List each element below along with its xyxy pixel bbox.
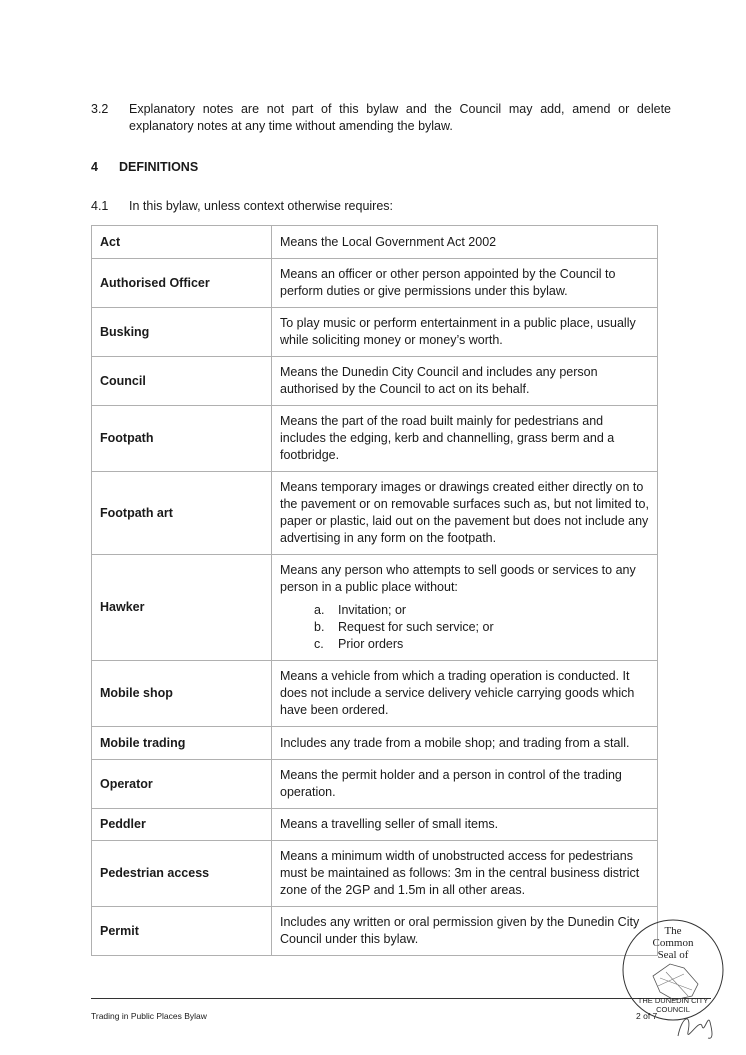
definition-text: Means the part of the road built mainly for pedestrians and includes the edging, kerb and channelling, grass berm and a footbridge. (272, 406, 658, 472)
definition-term: Operator (92, 760, 272, 809)
table-row (92, 661, 658, 727)
definition-text: Means the Local Government Act 2002 (272, 226, 658, 259)
definition-term: Peddler (92, 809, 272, 841)
table-row (92, 406, 658, 472)
definition-list (280, 602, 649, 653)
seal-text-3: Seal of (657, 949, 689, 961)
section-number: 4.1 (91, 199, 109, 213)
list-item (280, 619, 649, 636)
page-number: 2 of 7 (636, 1011, 658, 1021)
definition-term: Act (92, 226, 272, 259)
definition-term: Hawker (92, 555, 272, 661)
definition-text: To play music or perform entertainment in a public place, usually while soliciting money or money’s worth. (272, 308, 658, 357)
definition-term: Busking (92, 308, 272, 357)
footer-title: Trading in Public Places Bylaw (91, 1011, 207, 1021)
definition-text: Means a minimum width of unobstructed access for pedestrians must be maintained as follows: 3m in the central business district zone of the 2GP and 1.5m in all other areas. (272, 841, 658, 907)
definition-text: Means a vehicle from which a trading operation is conducted. It does not include a service delivery vehicle carrying goods which have been ordered. (272, 661, 658, 727)
list-item (280, 602, 649, 619)
table-row (92, 308, 658, 357)
definition-term: Mobile trading (92, 727, 272, 760)
section-number: 4 (91, 160, 98, 174)
list-marker: a. (314, 603, 325, 617)
definition-text: Means the permit holder and a person in control of the trading operation. (272, 760, 658, 809)
definition-text: Means temporary images or drawings created either directly on to the pavement or on removable surfaces such as, but not limited to, paper or plastic, laid out on the pavement but does not include any advertising in any form on the footpath. (272, 472, 658, 555)
definitions-table (91, 225, 658, 956)
seal-text-2: Common (652, 937, 694, 949)
definition-term: Pedestrian access (92, 841, 272, 907)
seal-text-5: COUNCIL (656, 1005, 690, 1014)
definition-term: Permit (92, 907, 272, 956)
list-item (280, 636, 649, 653)
definition-cell (272, 555, 658, 661)
list-item-text: Invitation; or (338, 603, 407, 617)
table-row (92, 472, 658, 555)
definition-text: Includes any trade from a mobile shop; and trading from a stall. (272, 727, 658, 760)
table-row (92, 555, 658, 661)
signature-scribble (678, 1019, 712, 1038)
section-number: 3.2 (91, 102, 109, 116)
list-item-text: Request for such service; or (338, 620, 494, 634)
seal-text-1: The (664, 925, 682, 937)
definition-term: Footpath (92, 406, 272, 472)
section-text: In this bylaw, unless context otherwise requires: (129, 199, 394, 213)
table-row (92, 727, 658, 760)
definition-term: Authorised Officer (92, 259, 272, 308)
section-title: DEFINITIONS (119, 160, 199, 174)
list-marker: b. (314, 620, 325, 634)
definition-term: Council (92, 357, 272, 406)
definition-text: Means the Dunedin City Council and includes any person authorised by the Council to act on its behalf. (272, 357, 658, 406)
section-text: Explanatory notes are not part of this bylaw and the Council may add, amend or delete explanatory notes at any time without amending the bylaw. (129, 102, 671, 133)
table-row (92, 809, 658, 841)
table-row (92, 226, 658, 259)
council-seal-stamp (618, 908, 728, 1048)
definition-text: Includes any written or oral permission given by the Dunedin City Council under this bylaw. (272, 907, 658, 956)
table-row (92, 841, 658, 907)
list-marker: c. (314, 637, 324, 651)
seal-text-4: THE DUNEDIN CITY (637, 996, 709, 1005)
definition-text: Means a travelling seller of small items. (272, 809, 658, 841)
definition-term: Footpath art (92, 472, 272, 555)
definition-term: Mobile shop (92, 661, 272, 727)
definition-text: Means any person who attempts to sell goods or services to any person in a public place without: (280, 563, 636, 594)
table-row (92, 259, 658, 308)
definition-text: Means an officer or other person appointed by the Council to perform duties or give permissions under this bylaw. (272, 259, 658, 308)
table-row (92, 907, 658, 956)
table-row (92, 760, 658, 809)
list-item-text: Prior orders (338, 637, 404, 651)
table-row (92, 357, 658, 406)
